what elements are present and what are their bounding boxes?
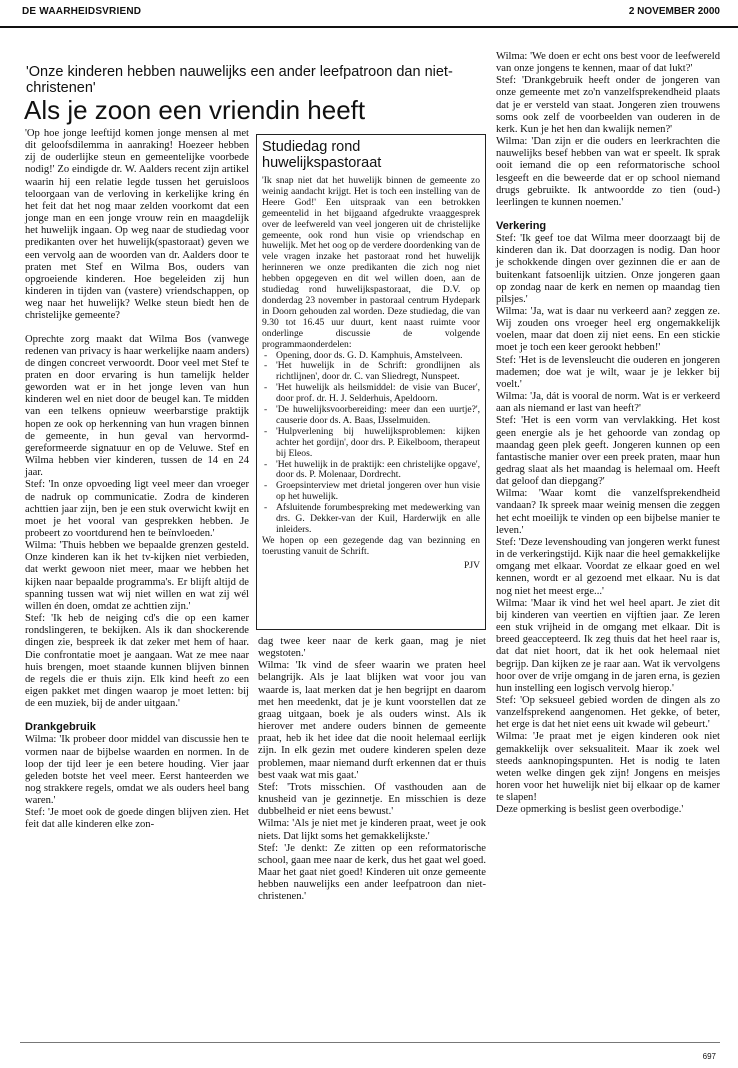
body-paragraph: Wilma: 'Maar ik vind het wel heel apart. Je ziet dit bij kinderen van veertien en vijftien jaar. Ze leren een stuk vrijheid in de omgang met elkaar. Dit is breed geaccepteerd. Ik zeg thuis dat het heel raar is, dat dat niet hoort, dat ik het ook helemaal niet begrijp. Dan kijken ze je raar aan. Wat ik vervolgens hoor over de vrije omgang in de jaren erna, is gezien hun instelling een logisch vervolg hierop.' [496, 597, 720, 694]
body-paragraph: Wilma: 'Als je niet met je kinderen praat, weet je ook niets. Dat lijkt soms het gemakkelijkste.' [258, 818, 486, 842]
article-column-2 [258, 636, 486, 903]
page-number: 697 [702, 1052, 716, 1061]
sidebar-signature: PJV [464, 559, 480, 571]
program-list [262, 351, 480, 536]
program-item: - 'Het huwelijk als heilsmiddel: de visie van Bucer', door prof. dr. H. J. Selderhuis, Apeldoorn. [262, 383, 480, 405]
body-paragraph: Wilma: 'Thuis hebben we bepaalde grenzen gesteld. Onze kinderen kan ik het tv-kijken niet verbieden, dat werkt gewoon niet meer, maar we hebben het kijken naar bepaalde programma's. Er blijft altijd de spanning tussen wat wij niet willen en wat zij wél willen én doen, omdat ze achttien zijn.' [25, 540, 249, 612]
body-paragraph: Stef: 'Je moet ook de goede dingen blijven zien. Het feit dat alle kinderen elke zon- [25, 807, 249, 831]
body-paragraph: Stef: 'Op seksueel gebied worden de dingen als zo vanzelfsprekend aangenomen. Het gekke, of beter, het erge is dat het niet eens uit kwade wil gebeurt.' [496, 694, 720, 731]
program-item: - Opening, door ds. G. D. Kamphuis, Amstelveen. [262, 351, 480, 362]
program-item: - 'Hulpverlening bij huwelijksproblemen: kijken achter het gordijn', door drs. P. Eikelboom, therapeut bij Eleos. [262, 427, 480, 460]
body-paragraph: Stef: 'Het is een vorm van vervlakking. Het kost geen energie als je het gehoorde van zondag op maandag geen plek geeft. Jongeren kunnen op een fantastische manier over een preek praten, maar hun gedrag slaat als het maandag is helemaal om. Heeft dat geloof dan diepgang?' [496, 415, 720, 488]
subhead-drankgebruik: Drankgebruik [25, 721, 96, 734]
body-paragraph: Wilma: 'Ja, wat is daar nu verkeerd aan? zeggen ze. Wij zouden ons vroeger heel erg ongemakkelijk voelen, maar dat doen zij niet eens. En een stickie moet je toch een keer gerookt hebben!' [496, 305, 720, 354]
program-item: - 'Het huwelijk in de praktijk: een christelijke opgave', door ds. P. Molenaar, Dordrecht. [262, 460, 480, 482]
body-paragraph: Deze opmerking is beslist geen overbodige.' [496, 804, 684, 816]
body-paragraph: Stef: 'Het is de levensleucht die ouderen en jongeren mademen; doe wat je wilt, waar je je lekker bij voelt.' [496, 354, 720, 390]
body-paragraph: Oprechte zorg maakt dat Wilma Bos (vanwege redenen van privacy is haar werkelijke naam anders) de dingen concreet verwoordt. Door veel met Stef te praten en door ervaring is hun tamelijk helder geworden wat er in het jonge leven van hun kinderen wel en niet door de beugel kan. Te midden van een telkens opnieuw weerbarstige praktijk hopen ze ook op herkenning van hun vragen binnen de gemeente, in hun geval van hervormd-gereformeerde signatuur en op de Veluwe. Stef en Wilma hebben vier kinderen, tussen de 14 en 24 jaar. [25, 333, 249, 479]
body-paragraph: Wilma: 'We doen er echt ons best voor de leefwereld van onze jongens te kennen, maar of dat lukt?' [496, 51, 720, 75]
body-paragraph: dag twee keer naar de kerk gaan, mag je niet wegstoten.' [258, 636, 486, 660]
body-paragraph: Wilma: 'Je praat met je eigen kinderen ook niet gemakkelijk over seksualiteit. Maar ik zoek wel steeds aanknopingspunten. Het is nodig te laten weten welke dingen gek zijn! Jongens en meisjes horen voor het huwelijk niet bij elkaar op de kamer te slapen! [496, 731, 720, 804]
program-item: - 'De huwelijksvoorbereiding: meer dan een uurtje?', causerie door ds. A. Baas, IJsselmuiden. [262, 405, 480, 427]
sidebar-intro: 'Ik snap niet dat het huwelijk binnen de gemeente zo weinig aandacht krijgt. Het is toch een instelling van de Heere God!' Een uitspraak van een betrokken gemeentelid in het bijgaand afgedrukte vraaggesprek over de leefwereld van veel jongeren uit de christelijke gemeente, ook rond hun visie op vriendschap en huwelijk. Met het oog op de verdere doordenking van de vele vragen inzake het pastoraat rond het huwelijk herinneren we onze predikanten die zich nog niet hebben opgegeven en dit wel willen doen, aan de studiedag rond huwelijkspastoraat, die D.V. op donderdag 23 november in pastoraal centrum Hydepark in Doorn gehouden zal worden. Deze studiedag, die van 9.30 tot 16.45 uur duurt, kent naast ruimte voor onderlinge discussie de volgende programmaonderdelen: [262, 175, 480, 350]
body-paragraph: Stef: 'Deze levenshouding van jongeren werkt funest in de verkeringstijd. Kijk naar die heel gemakkelijke omgang met elkaar. Voordat ze elkaar goed en wel kennen, wordt er al gezoend met elkaar. Nu is dat nog niet het meest erge...' [496, 536, 720, 597]
subhead-verkering: Verkering [496, 220, 547, 233]
publication-name: DE WAARHEIDSVRIEND [22, 6, 142, 17]
article-kicker: 'Onze kinderen hebben nauwelijks een ander leefpatroon dan niet-christenen' [26, 64, 453, 96]
program-item: - 'Het huwelijk in de Schrift: grondlijnen als richtlijnen', door dr. C. van Sliedregt, Nunspeet. [262, 361, 480, 383]
article-headline: Als je zoon een vriendin heeft [24, 95, 366, 125]
masthead [0, 0, 738, 28]
sidebar-title: Studiedag rond huwelijkspastoraat [262, 139, 382, 171]
body-paragraph: Wilma: 'Ik vind de sfeer waarin we praten heel belangrijk. Als je laat blijken wat voor jou van waarde is, laat merken dat je hen begrijpt en daarom met hen meedenkt, dat je je kunt voorstellen dat ze graag uitgaan, boek je als ouders winst. Als ik hierover met andere ouders binnen de gemeente praat, heb ik het idee dat die nooit helemaal eerlijk zijn. In elk gezin met oudere kinderen spelen deze problemen, maar niemand durft erkennen dat er thuis best vaak wat mis gaat.' [258, 660, 486, 781]
body-paragraph: Wilma: 'Ja, dát is vooral de norm. Wat is er verkeerd aan als niemand er last van heeft?' [496, 391, 720, 415]
article-column-3 [496, 51, 720, 817]
body-paragraph: Stef: 'Trots misschien. Of vasthouden aan de knusheid van je gezinnetje. En misschien is deze dubbelheid er niet eens bewust.' [258, 781, 486, 818]
bottom-rule [20, 1042, 720, 1043]
body-paragraph: Stef: 'Je denkt: Ze zitten op een reformatorische school, gaan mee naar de kerk, dus het gaat wel goed. Maar het gaat niet goed! Kinderen uit onze gemeente hebben nauwelijks een ander leefpatroon dan niet-christenen.' [258, 842, 486, 903]
body-paragraph: Wilma: 'Ik probeer door middel van discussie hen te vormen naar de bijbelse waarden en normen. In de loop der tijd leer je een betere houding. Vier jaar geleden botste het veel meer. Eerst hanteerden we nog strakkere regels, omdat we als ouders heel bang waren.' [25, 734, 249, 807]
sidebar-outro: We hopen op een gezegende dag van bezinning en toerusting vanuit de Schrift. [262, 534, 480, 557]
body-paragraph: Stef: 'Ik heb de neiging cd's die op een kamer rondslingeren, te bekijken. Als ik dan shockerende dingen zie, bespreek ik dat zeker met hem of haar. Die confrontatie moet je aangaan. Wat ze mee naar huis brengen, moet staande kunnen blijven binnen de regels die er thuis zijn. Elk kind heeft zo een eigen pakket met dingen waarop je moet letten: bij de een muziek, bij de ander uitgaan.' [25, 613, 249, 710]
body-paragraph: Stef: 'Ik geef toe dat Wilma meer doorzaagt bij de kinderen dan ik. Dat doorzagen is nodig. Dan hoor je schokkende dingen over gezinnen die er aan de buitenkant fatsoenlijk uitzien. Onze jongeren gaan op zondag naar de kerk en nemen op maandag tien pilsjes.' [496, 233, 720, 305]
body-paragraph: Stef: 'Drankgebruik heeft onder de jongeren van onze gemeente met zo'n vanzelfsprekendheid plaats dat je er versteld van staat. Jongeren zien trouwens soms ook zelf de voorbeelden van ouderen in de kerk. Kun je het hen dan kwalijk nemen?' [496, 75, 720, 135]
body-paragraph: Wilma: 'Dan zijn er die ouders en leerkrachten die nauwelijks besef hebben van wat er speelt. Ik sprak ooit iemand die op een reformatorische school lesgeeft en die beweerde dat er op school niemand drugs gebruikte. Ik antwoordde zo tien (oud-) leerlingen te kunnen noemen.' [496, 136, 720, 208]
article-column-1 [25, 128, 249, 832]
program-item: - Afsluitende forumbespreking met medewerking van drs. G. Dekker-van der Kuil, Harderwijk en alle inleiders. [262, 503, 480, 536]
body-paragraph: Wilma: 'Waar komt die vanzelfsprekendheid vandaan? Ik spreek maar weinig mensen die zeggen het echt moeilijk te vinden op een bijbelse manier te leven.' [496, 488, 720, 536]
sidebar-box [256, 134, 486, 630]
body-paragraph: Stef: 'In onze opvoeding ligt veel meer dan vroeger de nadruk op communicatie. Zodra de kinderen achttien jaar zijn, ben je een stuk overwicht kwijt en moet je het vooral van gesprekken hebben. Je probeert zo voortdurend hen te beïnvloeden.' [25, 479, 249, 539]
issue-date: 2 NOVEMBER 2000 [628, 6, 720, 17]
lead-paragraph: 'Op hoe jonge leeftijd komen jonge mensen al met dit geloofsdilemma in aanraking! Hoezeer hebben zij de ouderlijke steun en gemeentelijke voorbede nodig!' Zo eindigde dr. W. Aalders recent zijn artikel waarin hij een relatie legde tussen het geruisloos teloorgaan van de verloving in kerkelijke kring én het feit dat het nog maar zelden voorkomt dat een jonge man en een jonge vrouw rein en maagdelijk het huwelijk ingaan. Op weg naar de studiedag voor predikanten over het huwelijk(spastoraat) geven we een vervolg aan de woorden van dr. Aalders door te praten met Stef en Wilma Bos, ouders van opgroeiende kinderen. Hoe begeleiden zij hun kinderen in tijden van (vastere) vriendschappen, op weg naar het huwelijk? Welke steun biedt hen de christelijke gemeente? [25, 128, 249, 322]
program-item: - Groepsinterview met drietal jongeren over hun visie op het huwelijk. [262, 481, 480, 503]
